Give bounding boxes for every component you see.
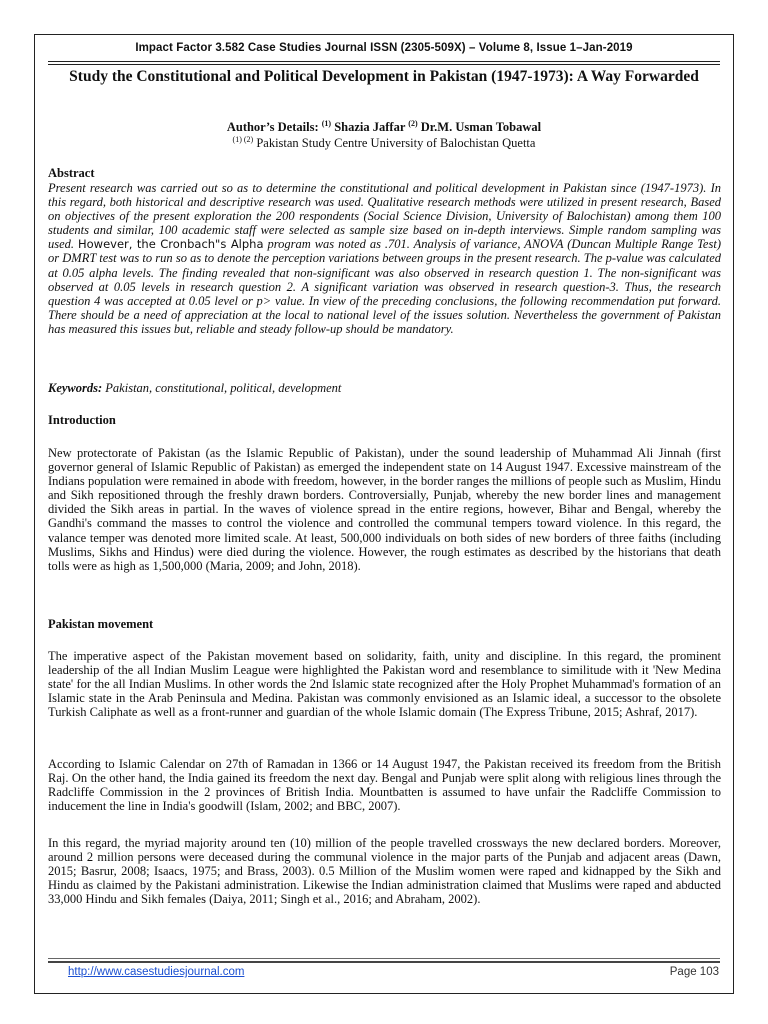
- pakistan-movement-paragraph-2: According to Islamic Calendar on 27th of Ramadan in 1366 or 14 August 1947, the Pakistan received its freedom from the British Raj. On the other hand, the India gained its freedom the next day. Bengal and Punjab were split along with religious lines through the Radcliffe Commission in the 2 provinces of British India. Mountbatten is assumed to have unfair the Radcliffe Commission to inducement the line in India's goodwill (Islam, 2002; and BBC, 2007).: [48, 757, 721, 814]
- author-details: [0, 119, 768, 135]
- author2-name: Dr.M. Usman Tobawal: [417, 120, 542, 134]
- pakistan-movement-paragraph-1: The imperative aspect of the Pakistan movement based on solidarity, faith, unity and discipline. In this regard, the prominent leadership of the all Indian Muslim League were highlighted the Pakistan word and resemblance to similitude with it 'New Medina state' for the all Indian Muslims. In other words the 2nd Islamic state recognized after the Holy Prophet Muhammad's formation of an Islamic state in the Arab Peninsula and Medina. Pakistan was commonly envisioned as an Islamic ideal, a successor to the obsolete Turkish Caliphate as well as a front-runner and guardian of the whole Islamic domain (The Express Tribune, 2015; Ashraf, 2017).: [48, 649, 721, 720]
- keywords-text: Pakistan, constitutional, political, development: [102, 381, 342, 395]
- keywords: [48, 381, 721, 395]
- affiliation-text: Pakistan Study Centre University of Balochistan Quetta: [253, 136, 536, 150]
- abstract-part-3: program was noted as .701. Analysis of variance, ANOVA (Duncan Multiple Range Test) or DMRT test was to run so as to denote the perception variations between groups in the present research. The p-value was calculated at 0.05 alpha levels. The finding revealed that non-significant was also observed in research question 1. The non-significant was observed at 0.05 levels in research question 2. A significant variation was observed in research question-3. Thus, the research question 4 was accepted at 0.05 level or p> value. In view of the preceding conclusions, the following recommendation put forward. There should be a need of appreciation at the local to national level of the issues solution. Nevertheless the government of Pakistan has measured this issues but, reliable and steady follow-up should be mandatory.: [48, 237, 721, 336]
- abstract-heading: Abstract: [48, 166, 95, 180]
- pakistan-movement-paragraph-3: In this regard, the myriad majority around ten (10) million of the people travelled crossways the new declared borders. Moreover, around 2 million persons were deceased during the communal violence in the major parts of the Punjab and adjacent areas (Dawn, 2015; Basrur, 2008; Isaacs, 1975; and Brass, 2003). 0.5 Million of the Muslim women were raped and kidnapped by the Sikh and Hindu as claimed by the Pakistani administration. Likewise the Indian administration claimed that Muslims were raped and abducted 33,000 Hindu and Sikh females (Daiya, 2011; Singh et al., 2016; and Abraham, 2002).: [48, 836, 721, 907]
- header-rule: [48, 61, 720, 62]
- page-number: Page 103: [669, 966, 719, 978]
- pakistan-movement-heading: Pakistan movement: [48, 617, 154, 631]
- abstract-part-1: Present research was carried out so as to determine the constitutional and political development in Pakistan since (1947-1973). In this regard, both historical and descriptive research was used. Qualitative research methods were utilized in present research, Based on objectives of the present exploration the 200 respondents (Social Science Division, University of Balochistan) among them 100 students and similar, 100 academic staff were selected as sample size based on in-depth interviews. Simple random sampling was used.: [48, 181, 721, 252]
- abstract-part-2: However, the Cronbach"s Alpha: [78, 237, 264, 252]
- journal-website-link[interactable]: http://www.casestudiesjournal.com: [68, 966, 245, 978]
- author2-sup: (2): [408, 119, 418, 128]
- introduction-heading: Introduction: [48, 413, 116, 427]
- abstract-text: [48, 181, 721, 336]
- author-prefix: Author’s Details:: [226, 120, 322, 134]
- introduction-paragraph: New protectorate of Pakistan (as the Islamic Republic of Pakistan), under the sound leadership of Muhammad Ali Jinnah (first governor general of Islamic Republic of Pakistan) as emerged the independent state on 14 August 1947. Excessive mainstream of the Indians population were remained in abode with freedom, however, in the border ranges the millions of people such as Muslim, Hindu and Sikh repositioned through the freshly drawn borders. Controversially, Punjab, whereby the new border lines and management divided the Sikh areas in partial. In the waves of violence spread in the entire regions, however, Bihar and Bengal, whereby the Gandhi's command the masses to control the violence and controlled the communal tempers toward violence. In this regard, the valance temper was denoted more limited scale. At least, 500,000 individuals on both sides of new borders of three faiths (including Muslims, Sikhs and Hindus) were died during the violence. However, the rough estimates as described by the historians that death tolls were as high as 1,500,000 (Maria, 2009; and John, 2018).: [48, 446, 721, 573]
- journal-header: Impact Factor 3.582 Case Studies Journal ISSN (2305-509X) – Volume 8, Issue 1–Jan-2019: [135, 42, 633, 54]
- footer-rule-thick: [48, 961, 720, 963]
- header-rule-thin: [48, 64, 720, 65]
- footer-rule: [48, 958, 720, 959]
- author1-sup: (1): [321, 119, 332, 128]
- author1-name: Shazia Jaffar: [331, 120, 409, 134]
- paper-title: Study the Constitutional and Political Development in Pakistan (1947-1973): A Way Forwarded: [69, 68, 699, 85]
- keywords-label: Keywords:: [48, 381, 103, 395]
- affiliation-sup: (1) (2): [232, 135, 254, 144]
- affiliation: [0, 135, 768, 151]
